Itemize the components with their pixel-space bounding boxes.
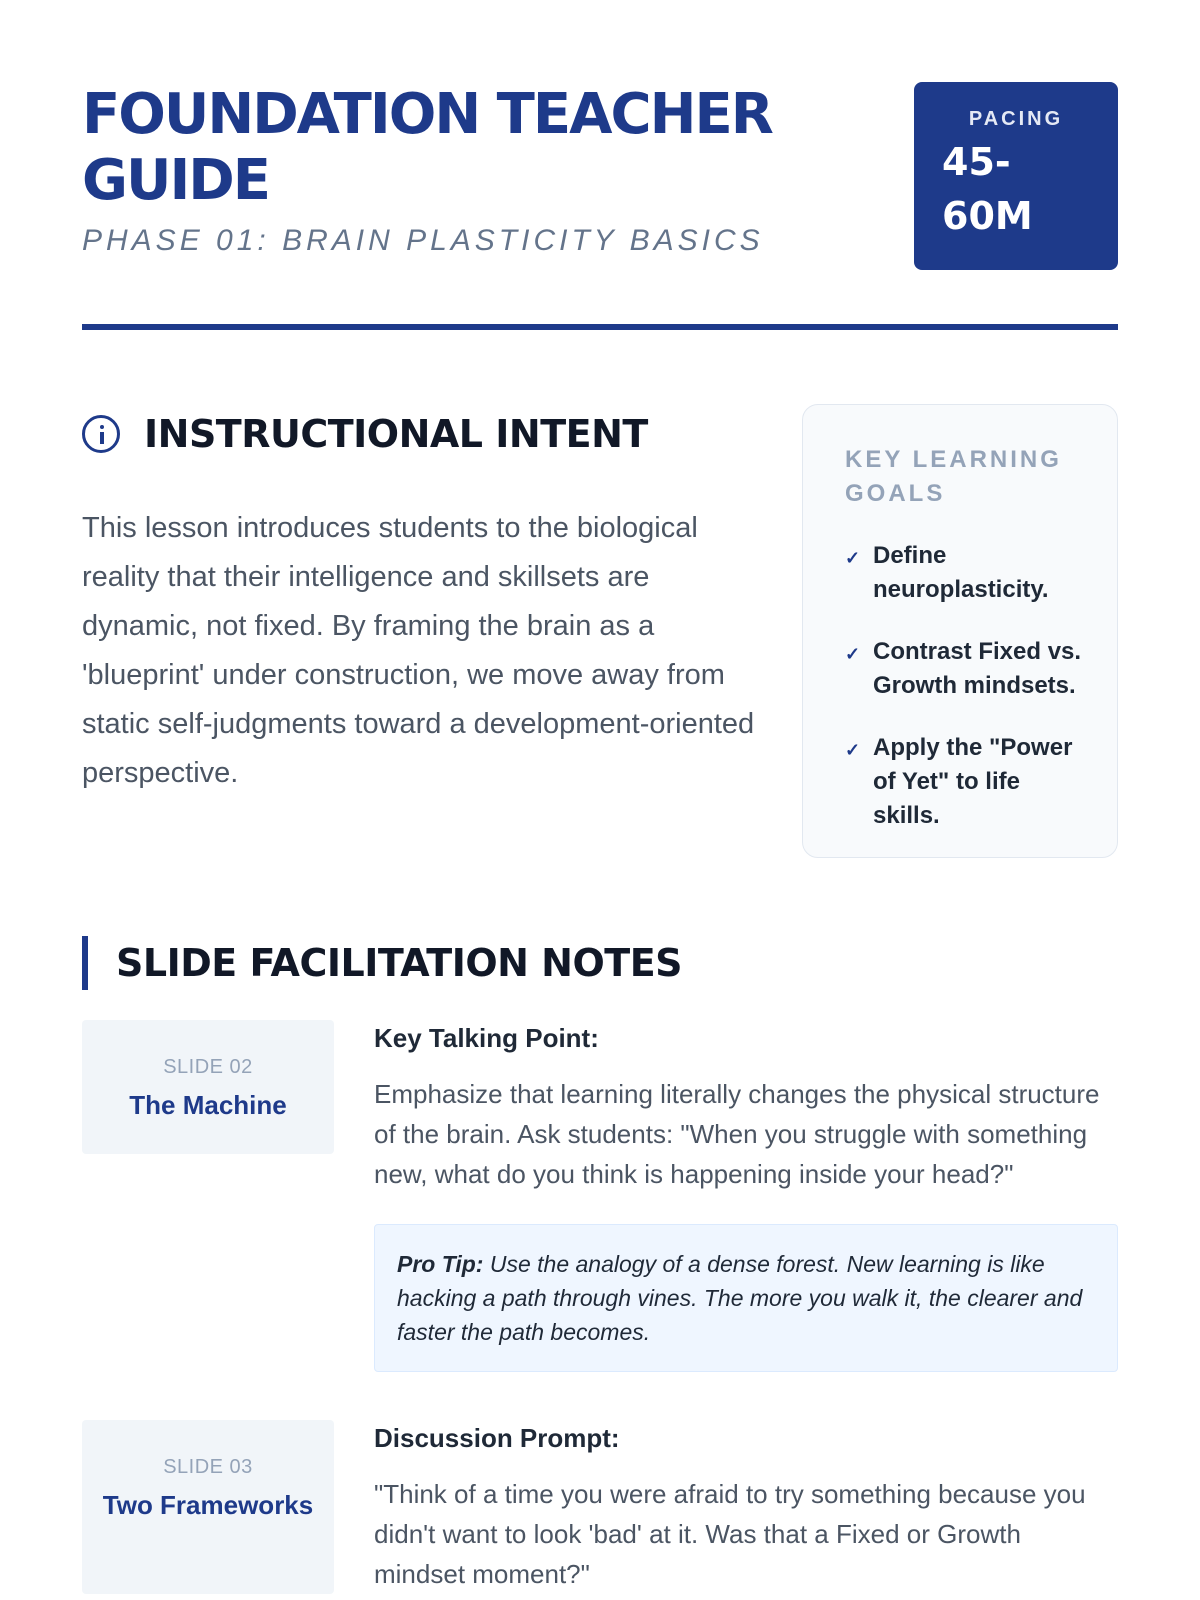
slide-number: SLIDE 02 — [163, 1056, 253, 1078]
pro-tip-text: Use the analogy of a dense forest. New learning is like hacking a path through vines. The more you walk it, the clearer and faster the path becomes. — [397, 1251, 1083, 1345]
pacing-badge — [914, 82, 1118, 270]
slide-content — [374, 1020, 1118, 1372]
discussion-prompt-text: "Think of a time you were afraid to try something because you didn't want to look 'bad' at it. Was that a Fixed or Growth mindset moment?" — [374, 1479, 1086, 1589]
slide-content — [374, 1420, 1118, 1594]
check-icon: ✓ — [845, 740, 861, 760]
pro-tip-label: Pro Tip: — [397, 1251, 484, 1277]
slide-notes-heading — [82, 936, 682, 990]
intent-heading — [82, 412, 648, 456]
talking-point-text: Emphasize that learning literally changes the physical structure of the brain. Ask students: "When you struggle with something new, what do you think is happening inside your head?" — [374, 1079, 1100, 1189]
slide-name: The Machine — [129, 1090, 287, 1120]
goal-text: Define neuroplasticity. — [873, 542, 1049, 603]
intent-body: This lesson introduces students to the biological reality that their intelligence and skillsets are dynamic, not fixed. By framing the brain as a 'blueprint' under construction, we move away from static self-judgments toward a development-oriented perspective. — [82, 512, 755, 789]
intent-title: INSTRUCTIONAL INTENT — [144, 412, 648, 456]
info-icon — [82, 415, 120, 453]
discussion-prompt-label: Discussion Prompt: — [374, 1423, 620, 1453]
goal-item — [845, 635, 1087, 703]
key-learning-goals-card — [802, 404, 1118, 858]
instructional-intent-section — [82, 332, 1118, 832]
slide-card — [82, 1420, 334, 1594]
goals-title: KEY LEARNING GOALS — [845, 446, 1062, 507]
talking-point-label: Key Talking Point: — [374, 1023, 599, 1053]
slide-card — [82, 1020, 334, 1154]
page-subtitle: PHASE 01: BRAIN PLASTICITY BASICS — [82, 224, 764, 257]
goal-text: Apply the "Power of Yet" to life skills. — [873, 734, 1073, 829]
pro-tip-box — [374, 1224, 1118, 1372]
slide-name: Two Frameworks — [102, 1490, 314, 1520]
goal-item — [845, 731, 1087, 833]
goal-text: Contrast Fixed vs. Growth mindsets. — [873, 638, 1082, 699]
slide-number: SLIDE 03 — [163, 1456, 253, 1478]
check-icon: ✓ — [845, 548, 861, 568]
pacing-label: PACING — [968, 108, 1064, 130]
pacing-value: 45-60M — [942, 140, 1033, 238]
page-title: FOUNDATION TEACHER GUIDE — [82, 82, 772, 213]
slide-notes-title: SLIDE FACILITATION NOTES — [116, 941, 683, 985]
goal-item — [845, 539, 1087, 607]
accent-bar — [82, 936, 88, 990]
check-icon: ✓ — [845, 644, 861, 664]
page-header — [82, 0, 1118, 332]
header-divider — [82, 324, 1118, 330]
